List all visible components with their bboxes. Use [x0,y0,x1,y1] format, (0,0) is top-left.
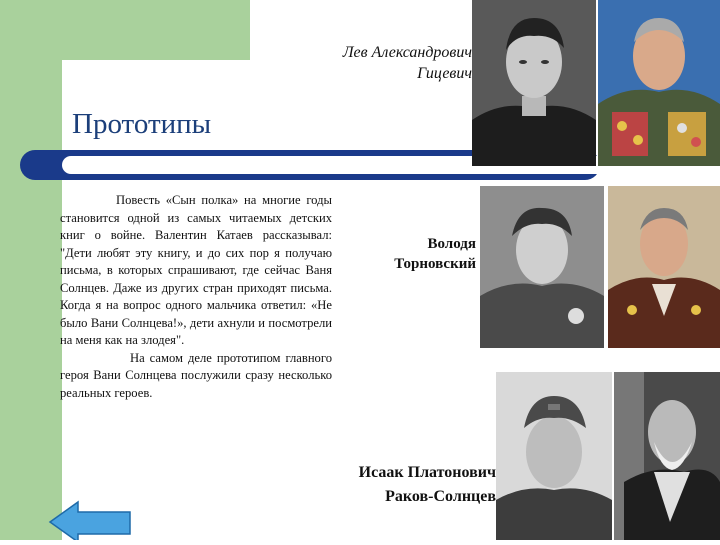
body-paragraph-2: На самом деле прототипом главного героя Вани Солнцева послужили сразу несколько реальных героев. [60,350,332,400]
photo-tornovsky-young [480,186,604,348]
person-name-rakov-solntsev [336,461,496,509]
body-text [60,192,332,402]
person-name-line1: Володя [427,236,476,252]
slide-title: Прототипы [72,108,212,140]
photo-rakov-elder [614,372,720,540]
person-name-line1: Лев Александрович [342,44,472,61]
photo-gitsevich-elder [598,0,720,166]
photo-gitsevich-young [472,0,596,166]
person-name-tornovsky [340,234,476,274]
back-button[interactable] [48,500,132,540]
body-paragraph-1: Повесть «Сын полка» на многие годы становится одной из самых читаемых детских книг о войне. Валентин Катаев рассказывал: "Дети любят эту книгу, и до сих пор я получаю письма, в которых спрашивают, где сейчас Ваня Солнцев. Даже из других стран приходят письма. Когда я на вопрос одного мальчика ответил: «Не было Вани Солнцева!», дети ахнули и посмотрели на меня как на злодея". [60,193,332,347]
photo-rakov-young [496,372,612,540]
photo-tornovsky-elder [608,186,720,348]
person-name-line2: Торновский [394,256,476,272]
person-name-line1: Исаак Платонович [358,464,496,481]
person-name-line2: Гицевич [417,65,472,82]
person-name-gitsevich [290,42,472,84]
left-arrow-icon [48,500,132,540]
decor-green-left [0,0,62,540]
decor-green-top [0,0,250,60]
person-name-line2: Раков-Солнцев [385,488,496,505]
